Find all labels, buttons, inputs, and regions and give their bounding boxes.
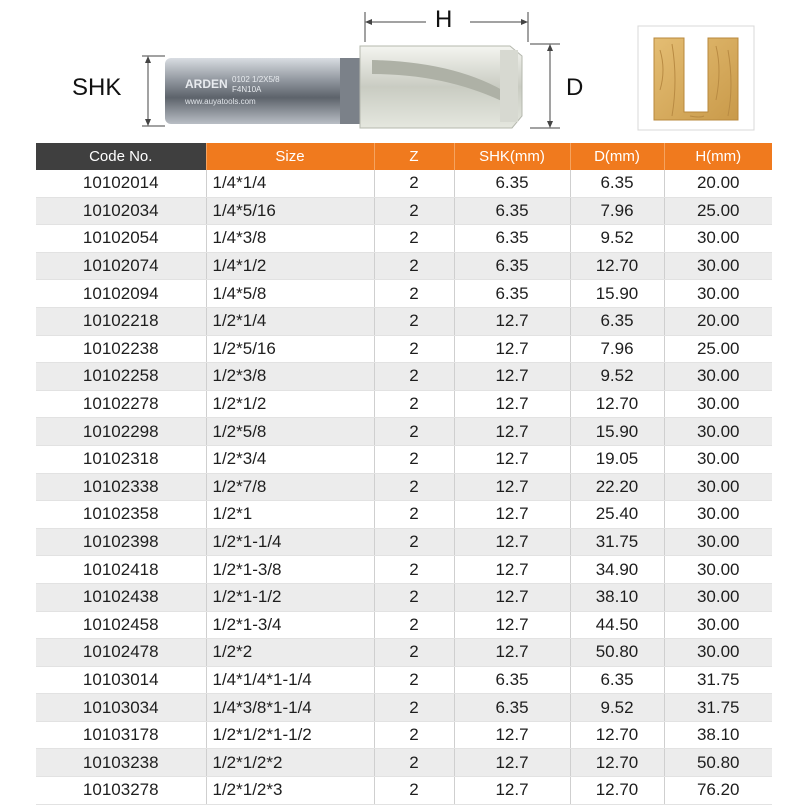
cell-size: 1/4*1/4 [206,170,374,197]
cell-d: 12.70 [570,390,664,418]
cell-size: 1/2*5/16 [206,335,374,363]
cell-shk: 12.7 [454,501,570,529]
cell-shk: 12.7 [454,528,570,556]
cell-d: 31.75 [570,528,664,556]
table-row [36,225,772,253]
engraving-brand: ARDEN [185,77,228,91]
cell-code-no: 10103278 [36,777,206,805]
cell-size: 1/4*3/8 [206,225,374,253]
dimension-label-d: D [566,74,584,101]
cell-z: 2 [374,501,454,529]
router-bit-drawing [0,0,800,143]
cell-code-no: 10103014 [36,666,206,694]
table-row [36,445,772,473]
cell-shk: 6.35 [454,252,570,280]
cell-h: 30.00 [664,280,772,308]
cell-size: 1/2*1 [206,501,374,529]
cell-shk: 6.35 [454,280,570,308]
cell-z: 2 [374,694,454,722]
cell-h: 30.00 [664,390,772,418]
cell-size: 1/2*1/2*2 [206,749,374,777]
cell-code-no: 10102418 [36,556,206,584]
cell-z: 2 [374,721,454,749]
table-row [36,749,772,777]
cell-shk: 6.35 [454,694,570,722]
cell-h: 50.80 [664,749,772,777]
cell-size: 1/2*1/2 [206,390,374,418]
table-row [36,170,772,197]
cell-h: 30.00 [664,473,772,501]
shank [165,58,363,124]
cell-shk: 12.7 [454,556,570,584]
table-row [36,556,772,584]
cell-h: 30.00 [664,501,772,529]
cell-h: 30.00 [664,418,772,446]
cell-h: 30.00 [664,611,772,639]
cell-code-no: 10103238 [36,749,206,777]
cell-d: 12.70 [570,749,664,777]
cell-size: 1/2*7/8 [206,473,374,501]
cell-shk: 12.7 [454,583,570,611]
cell-d: 6.35 [570,170,664,197]
cell-h: 30.00 [664,639,772,667]
table-row [36,307,772,335]
table-row [36,639,772,667]
cell-z: 2 [374,749,454,777]
header-h: H(mm) [664,143,772,170]
cell-code-no: 10102478 [36,639,206,667]
table-row [36,418,772,446]
cell-d: 22.20 [570,473,664,501]
cell-size: 1/4*1/2 [206,252,374,280]
cell-code-no: 10102218 [36,307,206,335]
engraving-line2: F4N10A [232,85,262,94]
cell-d: 6.35 [570,666,664,694]
cell-h: 25.00 [664,335,772,363]
cell-code-no: 10102258 [36,363,206,391]
cell-code-no: 10102458 [36,611,206,639]
cell-z: 2 [374,556,454,584]
cell-shk: 12.7 [454,473,570,501]
router-bit-diagram [0,0,800,143]
cell-shk: 12.7 [454,363,570,391]
table-row [36,390,772,418]
cell-d: 44.50 [570,611,664,639]
cell-code-no: 10102338 [36,473,206,501]
cell-h: 38.10 [664,721,772,749]
cell-size: 1/2*3/8 [206,363,374,391]
cell-h: 76.20 [664,777,772,805]
cell-code-no: 10102398 [36,528,206,556]
table-row [36,197,772,225]
cell-d: 6.35 [570,307,664,335]
cell-z: 2 [374,363,454,391]
cell-shk: 6.35 [454,225,570,253]
cell-z: 2 [374,390,454,418]
cell-size: 1/2*3/4 [206,445,374,473]
cell-shk: 12.7 [454,611,570,639]
cell-z: 2 [374,280,454,308]
cell-d: 7.96 [570,197,664,225]
cell-z: 2 [374,335,454,363]
cell-size: 1/2*1/2*1-1/2 [206,721,374,749]
cell-h: 30.00 [664,583,772,611]
cell-size: 1/2*1/4 [206,307,374,335]
cell-z: 2 [374,170,454,197]
cell-h: 30.00 [664,225,772,253]
table-row [36,252,772,280]
cell-shk: 12.7 [454,749,570,777]
dimension-label-shk: SHK [72,74,122,101]
header-size: Size [206,143,374,170]
cell-z: 2 [374,473,454,501]
cell-z: 2 [374,583,454,611]
header-code-no: Code No. [36,143,206,170]
cell-code-no: 10102318 [36,445,206,473]
cell-h: 30.00 [664,528,772,556]
dimension-label-h: H [435,6,453,33]
cell-shk: 12.7 [454,390,570,418]
header-z: Z [374,143,454,170]
cell-d: 12.70 [570,252,664,280]
cell-shk: 12.7 [454,721,570,749]
cell-z: 2 [374,252,454,280]
cell-h: 31.75 [664,694,772,722]
cell-d: 50.80 [570,639,664,667]
cell-shk: 12.7 [454,307,570,335]
table-row [36,473,772,501]
table-row [36,721,772,749]
cell-z: 2 [374,611,454,639]
cell-size: 1/2*1-3/4 [206,611,374,639]
cell-d: 12.70 [570,777,664,805]
table-row [36,528,772,556]
table-row [36,694,772,722]
cutter-head [360,46,522,128]
header-d: D(mm) [570,143,664,170]
cell-h: 20.00 [664,307,772,335]
cell-shk: 6.35 [454,197,570,225]
cell-code-no: 10103034 [36,694,206,722]
cell-size: 1/2*1/2*3 [206,777,374,805]
specification-table [36,143,772,805]
cell-code-no: 10102438 [36,583,206,611]
cell-h: 30.00 [664,556,772,584]
cell-code-no: 10102034 [36,197,206,225]
cell-shk: 12.7 [454,445,570,473]
cell-z: 2 [374,666,454,694]
cell-code-no: 10102014 [36,170,206,197]
straight-groove-profile-icon [638,26,754,130]
table-row [36,611,772,639]
cell-d: 15.90 [570,280,664,308]
cell-size: 1/4*5/16 [206,197,374,225]
table-row [36,280,772,308]
cell-d: 7.96 [570,335,664,363]
cell-code-no: 10102054 [36,225,206,253]
cell-z: 2 [374,307,454,335]
cell-z: 2 [374,777,454,805]
cell-d: 9.52 [570,363,664,391]
cell-z: 2 [374,225,454,253]
cell-size: 1/4*1/4*1-1/4 [206,666,374,694]
cell-z: 2 [374,528,454,556]
cell-z: 2 [374,445,454,473]
cell-shk: 12.7 [454,777,570,805]
cell-shk: 6.35 [454,170,570,197]
cell-shk: 12.7 [454,335,570,363]
cell-code-no: 10102298 [36,418,206,446]
cell-d: 34.90 [570,556,664,584]
header-shk: SHK(mm) [454,143,570,170]
table-row [36,777,772,805]
cell-z: 2 [374,639,454,667]
cell-size: 1/2*1-3/8 [206,556,374,584]
cell-d: 12.70 [570,721,664,749]
cell-h: 30.00 [664,252,772,280]
cell-size: 1/2*5/8 [206,418,374,446]
table-row [36,666,772,694]
cell-d: 25.40 [570,501,664,529]
cell-code-no: 10102094 [36,280,206,308]
cell-h: 25.00 [664,197,772,225]
table-row [36,583,772,611]
cell-code-no: 10102074 [36,252,206,280]
cell-h: 31.75 [664,666,772,694]
table-row [36,501,772,529]
cell-size: 1/4*5/8 [206,280,374,308]
cell-shk: 12.7 [454,418,570,446]
cell-shk: 6.35 [454,666,570,694]
cell-code-no: 10102238 [36,335,206,363]
cell-z: 2 [374,418,454,446]
cell-d: 15.90 [570,418,664,446]
cell-d: 38.10 [570,583,664,611]
engraving-line1: 0102 1/2X5/8 [232,75,280,84]
engraving-url: www.auyatools.com [185,97,256,106]
cell-h: 20.00 [664,170,772,197]
cell-d: 9.52 [570,694,664,722]
cell-z: 2 [374,197,454,225]
table-row [36,335,772,363]
cell-size: 1/2*1-1/2 [206,583,374,611]
cell-h: 30.00 [664,363,772,391]
cell-code-no: 10102358 [36,501,206,529]
cell-d: 9.52 [570,225,664,253]
cell-shk: 12.7 [454,639,570,667]
table-header-row [36,143,772,170]
cell-size: 1/2*2 [206,639,374,667]
table-row [36,363,772,391]
cell-code-no: 10102278 [36,390,206,418]
table-body [36,170,772,804]
cell-size: 1/2*1-1/4 [206,528,374,556]
cell-h: 30.00 [664,445,772,473]
cell-code-no: 10103178 [36,721,206,749]
cell-size: 1/4*3/8*1-1/4 [206,694,374,722]
cell-d: 19.05 [570,445,664,473]
